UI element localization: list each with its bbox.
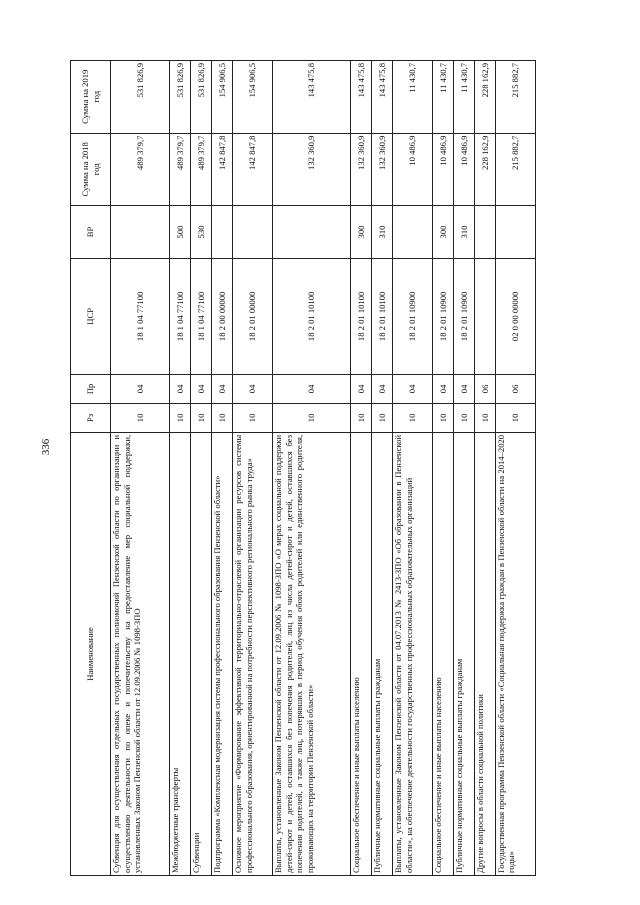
row-name: Выплаты, установленные Законом Пензенской области от 04.07.2013 № 2413-ЗПО «Об образовании в Пензенской области», на обеспечение деятельности государственных профессиональных образовательных организаций — [393, 432, 433, 875]
row-rz: 10 — [111, 403, 170, 432]
row-rz: 10 — [474, 403, 495, 432]
header-sum-2018: Сумма на 2018 год — [71, 133, 111, 206]
row-sum-2018: 489 379,7 — [170, 133, 191, 206]
table-row — [474, 61, 495, 876]
row-sum-2019: 228 162,9 — [474, 61, 495, 134]
row-sum-2018: 132 360,9 — [351, 133, 372, 206]
header-rz: Рз — [71, 403, 111, 432]
row-sum-2019: 531 826,9 — [111, 61, 170, 134]
row-sum-2018: 10 486,9 — [454, 133, 475, 206]
row-sum-2018: 132 360,9 — [272, 133, 350, 206]
table-row — [433, 61, 454, 876]
row-name: Социальное обеспечение и иные выплаты населению — [351, 432, 372, 875]
row-vr: 310 — [454, 206, 475, 259]
table-row — [232, 61, 272, 876]
row-sum-2019: 11 430,7 — [393, 61, 433, 134]
header-vr: ВР — [71, 206, 111, 259]
row-csr: 18 2 01 10900 — [433, 258, 454, 374]
row-sum-2018: 142 847,8 — [232, 133, 272, 206]
row-vr: 310 — [372, 206, 393, 259]
row-sum-2019: 154 906,5 — [212, 61, 233, 134]
row-csr: 02 0 00 00000 — [495, 258, 535, 374]
row-pr: 04 — [393, 374, 433, 403]
row-name: Подпрограмма «Комплексная модернизация системы профессионального образования Пензенской области» — [212, 432, 233, 875]
row-pr: 04 — [170, 374, 191, 403]
row-name: Выплаты, установленные Законом Пензенской области от 12.09.2006 № 1098-ЗПО «О мерах социальной поддержки детей-сирот и детей, оставшихся без попечения родителей, лиц из числа детей-сирот и детей, оставшихся без попечения родителей, а также лиц, потерявших в период обучения обоих родителей или единственного родителя, проживающих на территории Пензенской области» — [272, 432, 350, 875]
row-name: Межбюджетные трансферты — [170, 432, 191, 875]
row-csr: 18 1 04 77100 — [191, 258, 212, 374]
row-rz: 10 — [191, 403, 212, 432]
row-name: Публичные нормативные социальные выплаты гражданам — [372, 432, 393, 875]
row-rz: 10 — [495, 403, 535, 432]
row-vr — [212, 206, 233, 259]
header-name: Наименование — [71, 432, 111, 875]
row-csr: 18 2 01 10900 — [393, 258, 433, 374]
row-pr: 04 — [191, 374, 212, 403]
header-sum-2019: Сумма на 2019 год — [71, 61, 111, 134]
row-rz: 10 — [433, 403, 454, 432]
row-sum-2018: 228 162,9 — [474, 133, 495, 206]
row-pr: 04 — [111, 374, 170, 403]
row-csr: 18 1 04 77100 — [111, 258, 170, 374]
row-pr: 06 — [495, 374, 535, 403]
row-pr: 04 — [433, 374, 454, 403]
row-vr — [272, 206, 350, 259]
row-vr — [232, 206, 272, 259]
row-name: Социальное обеспечение и иные выплаты населению — [433, 432, 454, 875]
row-vr — [474, 206, 495, 259]
row-pr: 06 — [474, 374, 495, 403]
row-sum-2019: 143 475,8 — [272, 61, 350, 134]
table-row — [454, 61, 475, 876]
table-row — [111, 61, 170, 876]
row-pr: 04 — [454, 374, 475, 403]
row-sum-2019: 531 826,9 — [170, 61, 191, 134]
row-sum-2019: 11 430,7 — [433, 61, 454, 134]
row-pr: 04 — [232, 374, 272, 403]
row-sum-2019: 531 826,9 — [191, 61, 212, 134]
row-rz: 10 — [170, 403, 191, 432]
row-rz: 10 — [454, 403, 475, 432]
row-csr: 18 2 01 10100 — [351, 258, 372, 374]
row-rz: 10 — [393, 403, 433, 432]
row-sum-2018: 489 379,7 — [111, 133, 170, 206]
row-name: Другие вопросы в области социальной политики — [474, 432, 495, 875]
row-sum-2018: 132 360,9 — [372, 133, 393, 206]
row-vr: 300 — [351, 206, 372, 259]
row-rz: 10 — [351, 403, 372, 432]
row-csr — [474, 258, 495, 374]
row-csr: 18 1 04 77100 — [170, 258, 191, 374]
row-sum-2019: 215 882,7 — [495, 61, 535, 134]
row-sum-2018: 142 847,8 — [212, 133, 233, 206]
row-name: Субвенция для осуществления отдельных государственных полномочий Пензенской области по организации и осуществлению деятельности по опеке и попечительству на предоставление мер социальной поддержки, установленных Законом Пензенской области от 12.09.2006 № 1098-ЗПО — [111, 432, 170, 875]
row-csr: 18 2 01 10100 — [272, 258, 350, 374]
row-csr: 18 2 01 00000 — [232, 258, 272, 374]
row-csr: 18 2 01 10100 — [372, 258, 393, 374]
table-row — [272, 61, 350, 876]
page-number: 336 — [40, 438, 52, 456]
row-sum-2019: 11 430,7 — [454, 61, 475, 134]
rotated-table-wrapper — [70, 60, 536, 876]
table-row — [495, 61, 535, 876]
row-vr — [393, 206, 433, 259]
row-vr: 530 — [191, 206, 212, 259]
row-vr — [495, 206, 535, 259]
row-name: Основное мероприятие «Формирование эффективной территориально-отраслевой организации ресурсов системы профессионального образования, ориентированной на потребности перспективного регионального рынка труда» — [232, 432, 272, 875]
row-sum-2018: 489 379,7 — [191, 133, 212, 206]
row-sum-2018: 10 486,9 — [433, 133, 454, 206]
table-row — [351, 61, 372, 876]
row-rz: 10 — [272, 403, 350, 432]
row-name: Субвенции — [191, 432, 212, 875]
row-pr: 04 — [372, 374, 393, 403]
row-sum-2018: 10 486,9 — [393, 133, 433, 206]
row-pr: 04 — [272, 374, 350, 403]
row-csr: 18 2 00 00000 — [212, 258, 233, 374]
row-vr: 300 — [433, 206, 454, 259]
table-row — [212, 61, 233, 876]
row-sum-2019: 143 475,8 — [351, 61, 372, 134]
row-pr: 04 — [351, 374, 372, 403]
row-rz: 10 — [372, 403, 393, 432]
row-pr: 04 — [212, 374, 233, 403]
budget-table — [70, 60, 536, 876]
row-rz: 10 — [212, 403, 233, 432]
row-vr: 500 — [170, 206, 191, 259]
row-sum-2018: 215 882,7 — [495, 133, 535, 206]
row-csr: 18 2 01 10900 — [454, 258, 475, 374]
table-header-row — [71, 61, 111, 876]
table-row — [191, 61, 212, 876]
row-name: Публичные нормативные социальные выплаты гражданам — [454, 432, 475, 875]
table-row — [170, 61, 191, 876]
row-vr — [111, 206, 170, 259]
row-rz: 10 — [232, 403, 272, 432]
row-name: Государственная программа Пензенской области «Социальная поддержка граждан в Пензенской области на 2014–2020 годы» — [495, 432, 535, 875]
row-sum-2019: 154 906,5 — [232, 61, 272, 134]
header-csr: ЦСР — [71, 258, 111, 374]
table-row — [372, 61, 393, 876]
header-pr: Пр — [71, 374, 111, 403]
table-row — [393, 61, 433, 876]
row-sum-2019: 143 475,8 — [372, 61, 393, 134]
